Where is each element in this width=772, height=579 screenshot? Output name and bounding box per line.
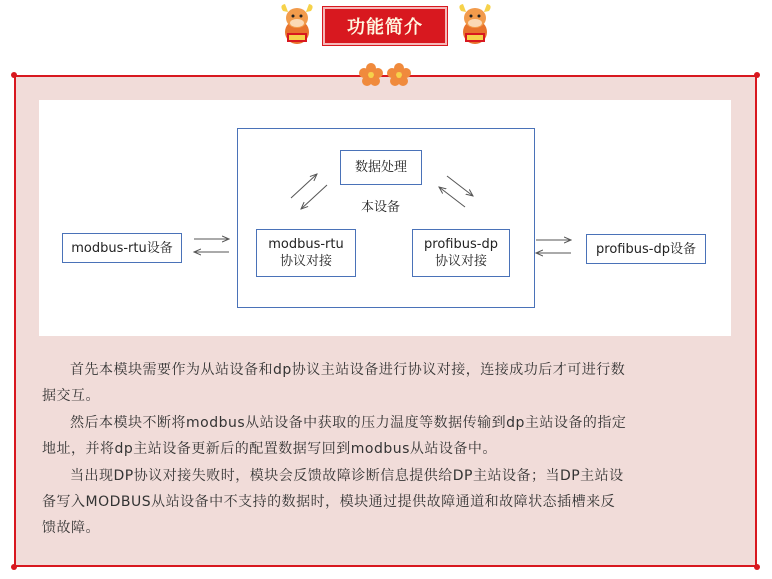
arrow-pair-modbus-processing <box>291 174 327 209</box>
profibus-dp-interface-line2: 协议对接 <box>434 254 487 269</box>
paragraph-3-line3: 馈故障。 <box>42 520 100 536</box>
modbus-rtu-device-label: modbus-rtu设备 <box>71 240 173 256</box>
paragraph-2-line2: 地址，并将dp主站设备更新后的配置数据写回到modbus从站设备中。 <box>42 441 497 457</box>
paragraph-3 <box>42 463 734 541</box>
device-label: 本设备 <box>361 200 401 215</box>
frame-corner-dot <box>754 564 760 570</box>
diagram-arrows <box>39 100 731 336</box>
profibus-dp-interface-line1: profibus-dp <box>424 237 498 252</box>
frame-corner-dot <box>11 72 17 78</box>
paragraph-1-line2: 据交互。 <box>42 388 100 404</box>
section-title <box>323 7 447 45</box>
section-title-text: 功能简介 <box>347 17 423 38</box>
paragraph-2 <box>42 410 734 462</box>
data-processing-label: 数据处理 <box>354 160 407 175</box>
paragraph-3-line1: 当出现DP协议对接失败时，模块会反馈故障诊断信息提供给DP主站设备；当DP主站设 <box>70 468 624 484</box>
arrow-pair-processing-profibus <box>439 176 473 207</box>
paragraph-3-line2: 备写入MODBUS从站设备中不支持的数据时，模块通过提供故障通道和故障状态插槽来反 <box>42 494 616 510</box>
frame-corner-dot <box>754 72 760 78</box>
arrow-pair-right-device <box>536 240 571 253</box>
plum-flower-icon <box>355 60 415 90</box>
paragraph-1 <box>42 357 734 409</box>
modbus-rtu-interface-line2: 协议对接 <box>279 254 332 269</box>
ox-mascot-icon <box>277 2 317 48</box>
architecture-diagram <box>39 100 731 336</box>
paragraph-2-line1: 然后本模块不断将modbus从站设备中获取的压力温度等数据传输到dp主站设备的指定 <box>70 415 627 431</box>
profibus-dp-device-label: profibus-dp设备 <box>596 241 696 257</box>
paragraph-1-line1: 首先本模块需要作为从站设备和dp协议主站设备进行协议对接，连接成功后才可进行数 <box>70 362 626 378</box>
frame-corner-dot <box>11 564 17 570</box>
modbus-rtu-interface-line1: modbus-rtu <box>268 237 344 252</box>
arrow-pair-left-device <box>194 239 229 252</box>
ox-mascot-icon <box>455 2 495 48</box>
